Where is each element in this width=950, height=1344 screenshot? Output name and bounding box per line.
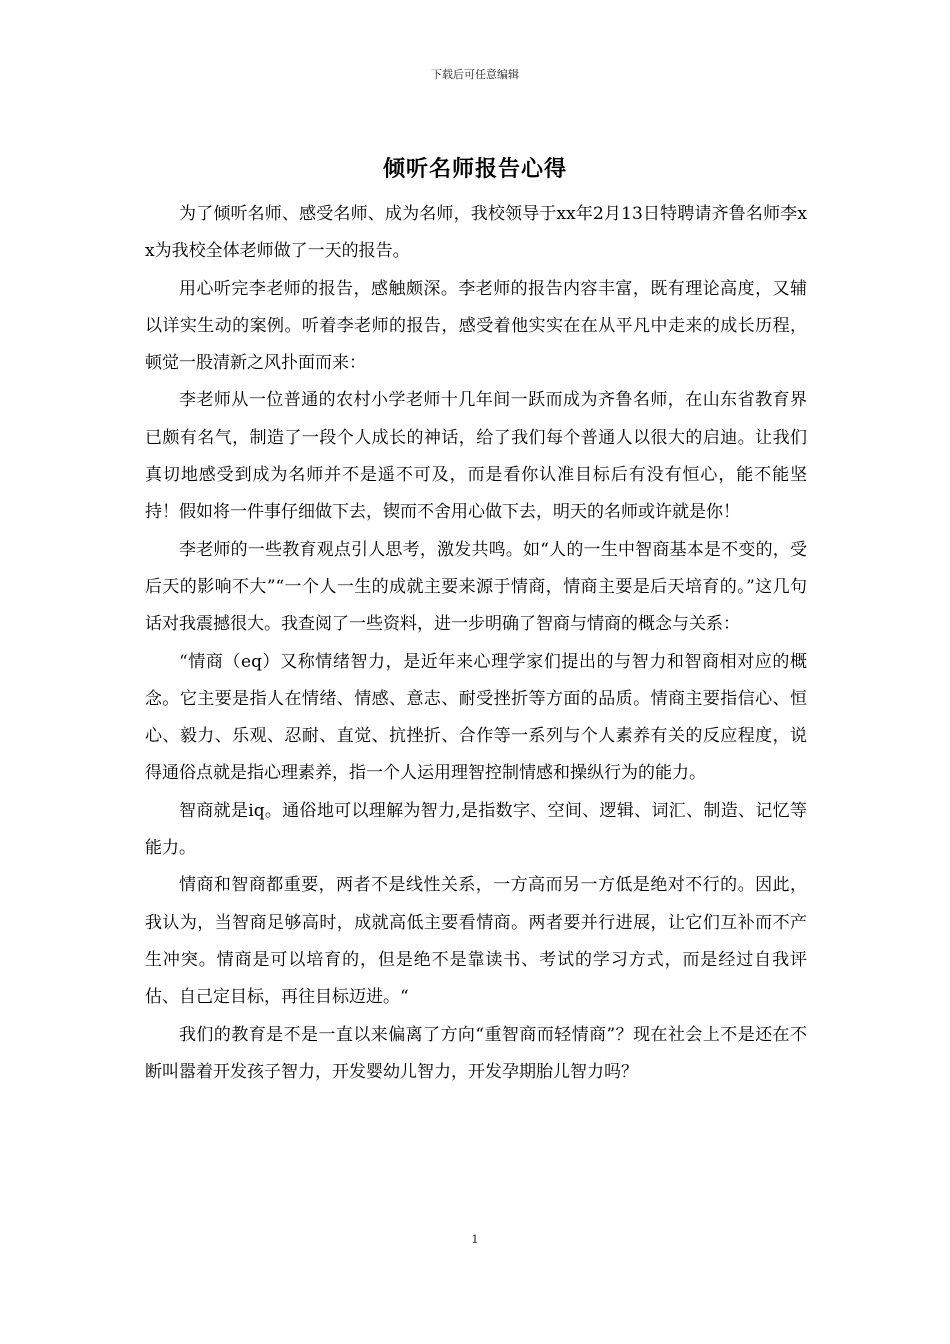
header-note: 下载后可任意编辑 (431, 68, 519, 81)
paragraph: 用心听完李老师的报告，感触颇深。李老师的报告内容丰富，既有理论高度，又辅以详实生动的案例。听着李老师的报告，感受着他实实在在从平凡中走来的成长历程，顿觉一股清新之风扑面而来： (145, 278, 807, 374)
document-body (145, 196, 807, 1091)
paragraph: 我们的教育是不是一直以来偏离了方向“重智商而轻情商”？现在社会上不是还在不断叫嚣着开发孩子智力，开发婴幼儿智力，开发孕期胎儿智力吗？ (145, 1024, 807, 1082)
document-title: 倾听名师报告心得 (382, 156, 567, 182)
page-number: 1 (471, 1233, 479, 1246)
paragraph: 智商就是iq。通俗地可以理解为智力,是指数字、空间、逻辑、词汇、制造、记忆等能力。 (145, 800, 807, 859)
paragraph: 为了倾听名师、感受名师、成为名师，我校领导于xx年2月13日特聘请齐鲁名师李xx为我校全体老师做了一天的报告。 (145, 204, 807, 262)
paragraph: 李老师从一位普通的农村小学老师十几年间一跃而成为齐鲁名师，在山东省教育界已颇有名气，制造了一段个人成长的神话，给了我们每个普通人以很大的启迪。让我们真切地感受到成为名师并不是遥不可及，而是看你认准目标后有没有恒心，能不能坚持！假如将一件事仔细做下去，锲而不舍用心做下去，明天的名师或许就是你！ (145, 390, 807, 523)
paragraph: 情商和智商都重要，两者不是线性关系，一方高而另一方低是绝对不行的。因此，我认为，当智商足够高时，成就高低主要看情商。两者要并行进展，让它们互补而不产生冲突。情商是可以培育的，但是绝不是靠读书、考试的学习方式，而是经过自我评估、自己定目标，再往目标迈进。“ (145, 875, 807, 1008)
paragraph: “情商（eq）又称情绪智力，是近年来心理学家们提出的与智力和智商相对应的概念。它主要是指人在情绪、情感、意志、耐受挫折等方面的品质。情商主要指信心、恒心、毅力、乐观、忍耐、直觉、抗挫折、合作等一系列与个人素养有关的反应程度，说得通俗点就是指心理素养，指一个人运用理智控制情感和操纵行为的能力。 (145, 651, 807, 784)
paragraph: 李老师的一些教育观点引人思考，激发共鸣。如“人的一生中智商基本是不变的，受后天的影响不大”“一个人一生的成就主要来源于情商，情商主要是后天培育的。”这几句话对我震撼很大。我查阅了一些资料，进一步明确了智商与情商的概念与关系： (145, 539, 807, 635)
